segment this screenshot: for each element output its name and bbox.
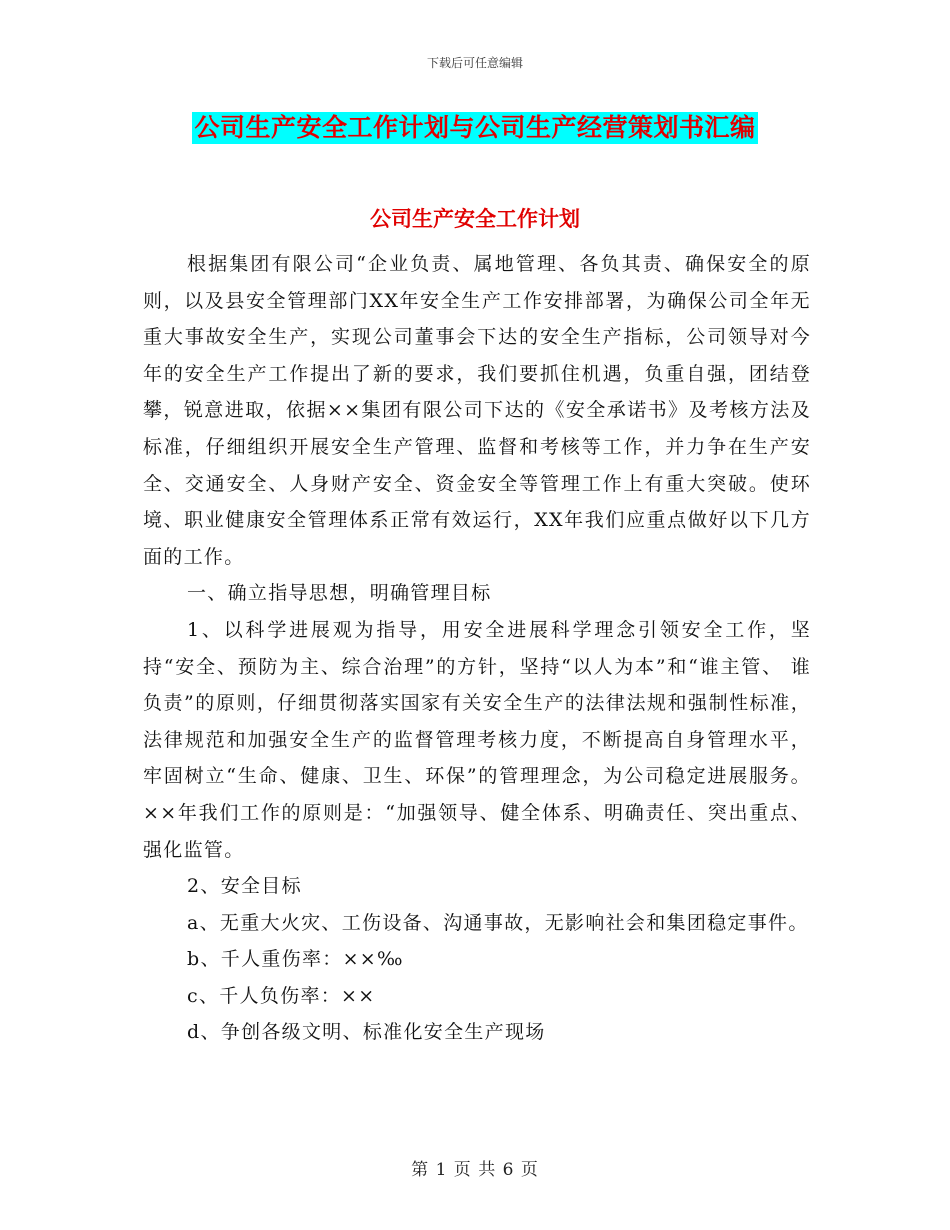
page-header: 下载后可任意编辑 (426, 56, 523, 70)
paragraph-intro: 根据集团有限公司“企业负责、属地管理、各负其责、确保安全的原则，以及县安全管理部门XX年安全生产工作安排部署，为确保公司全年无重大事故安全生产，实现公司董事会下达的安全生产指标，公司领导对今年的安全生产工作提出了新的要求，我们要抓住机遇，负重自强，团结登攀，锐意进取，依据××集团有限公司下达的《安全承诺书》及考核方法及标准，仔细组织开展安全生产管理、监督和考核等工作，并力争在生产安全、交通安全、人身财产安全、资金安全等管理工作上有重大突破。使环境、职业健康安全管理体系正常有效运行，XX年我们应重点做好以下几方面的工作。 (143, 253, 811, 568)
page-number: 第 1 页 共 6 页 (411, 1160, 539, 1180)
paragraph-guiding-principle: 1、以科学进展观为指导，用安全进展科学理念引领安全工作，坚持“安全、预防为主、综合治理”的方针，坚持“以人为本”和“谁主管、 谁负责”的原则，仔细贯彻落实国家有关安全生产的法律法规和强制性标准，法律规范和加强安全生产的监督管理考核力度，不断提高自身管理水平，牢固树立“生命、健康、卫生、环保”的管理理念，为公司稳定进展服务。××年我们工作的原则是：“加强领导、健全体系、明确责任、突出重点、强化监管。 (143, 618, 811, 861)
list-item-d: d、争创各级文明、标准化安全生产现场 (187, 1021, 546, 1044)
document-body (143, 246, 811, 1051)
list-item-a: a、无重大火灾、工伤设备、沟通事故，无影响社会和集团稳定事件。 (187, 911, 809, 934)
document-title-wrap (0, 112, 950, 144)
section-title: 公司生产安全工作计划 (370, 207, 580, 231)
list-item-b: b、千人重伤率：××‰ (187, 948, 404, 971)
paragraph-heading-1: 一、确立指导思想，明确管理目标 (187, 582, 492, 605)
paragraph-heading-2: 2、安全目标 (187, 875, 302, 898)
document-title: 公司生产安全工作计划与公司生产经营策划书汇编 (194, 113, 756, 142)
list-item-c: c、千人负伤率：×× (187, 984, 376, 1007)
